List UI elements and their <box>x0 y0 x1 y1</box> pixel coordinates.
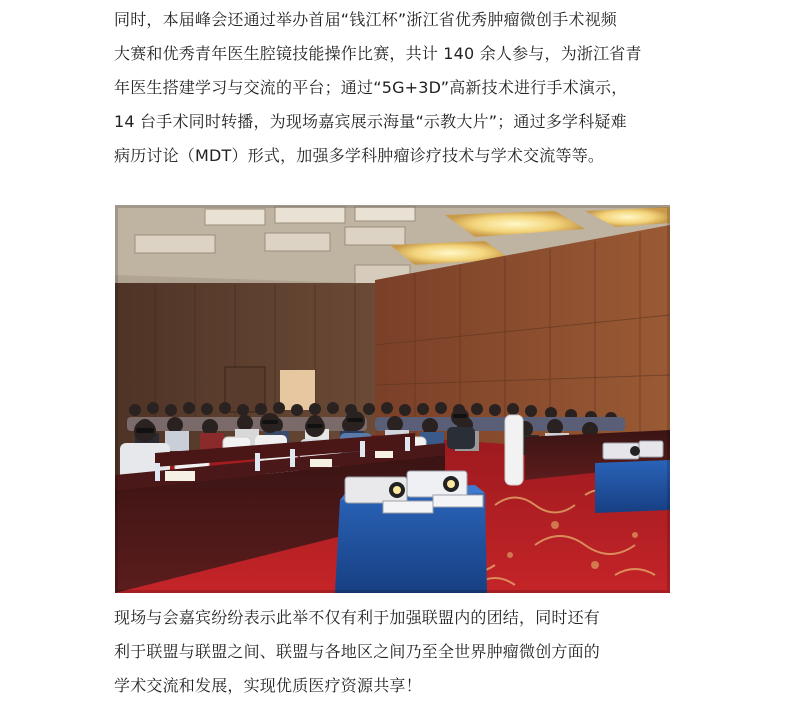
doorway <box>280 370 315 410</box>
paragraph-top-line-4: 14 台手术同时转播，为现场嘉宾展示海量“示教大片”；通过多学科疑难 <box>114 112 627 131</box>
paragraph-top <box>114 3 670 173</box>
paragraph-top-line-5: 病历讨论（MDT）形式，加强多学科肿瘤诊疗技术与学术交流等等。 <box>114 146 605 165</box>
paragraph-bottom-line-1: 现场与会嘉宾纷纷表示此举不仅有利于加强联盟内的团结，同时还有 <box>114 608 601 627</box>
paragraph-bottom <box>114 601 670 703</box>
paragraph-top-line-2: 大赛和优秀青年医生腔镜技能操作比赛，共计 140 余人参与，为浙江省青 <box>114 44 642 63</box>
conference-photo-illustration <box>115 205 670 593</box>
paragraph-top-line-1: 同时，本届峰会还通过举办首届“钱江杯”浙江省优秀肿瘤微创手术视频 <box>114 10 617 29</box>
paragraph-bottom-line-3: 学术交流和发展，实现优质医疗资源共享！ <box>114 676 422 695</box>
paragraph-bottom-line-2: 利于联盟与联盟之间、联盟与各地区之间乃至全世界肿瘤微创方面的 <box>114 642 601 661</box>
conference-photo <box>115 205 670 593</box>
paragraph-top-line-3: 年医生搭建学习与交流的平台；通过“5G+3D”高新技术进行手术演示， <box>114 78 628 97</box>
